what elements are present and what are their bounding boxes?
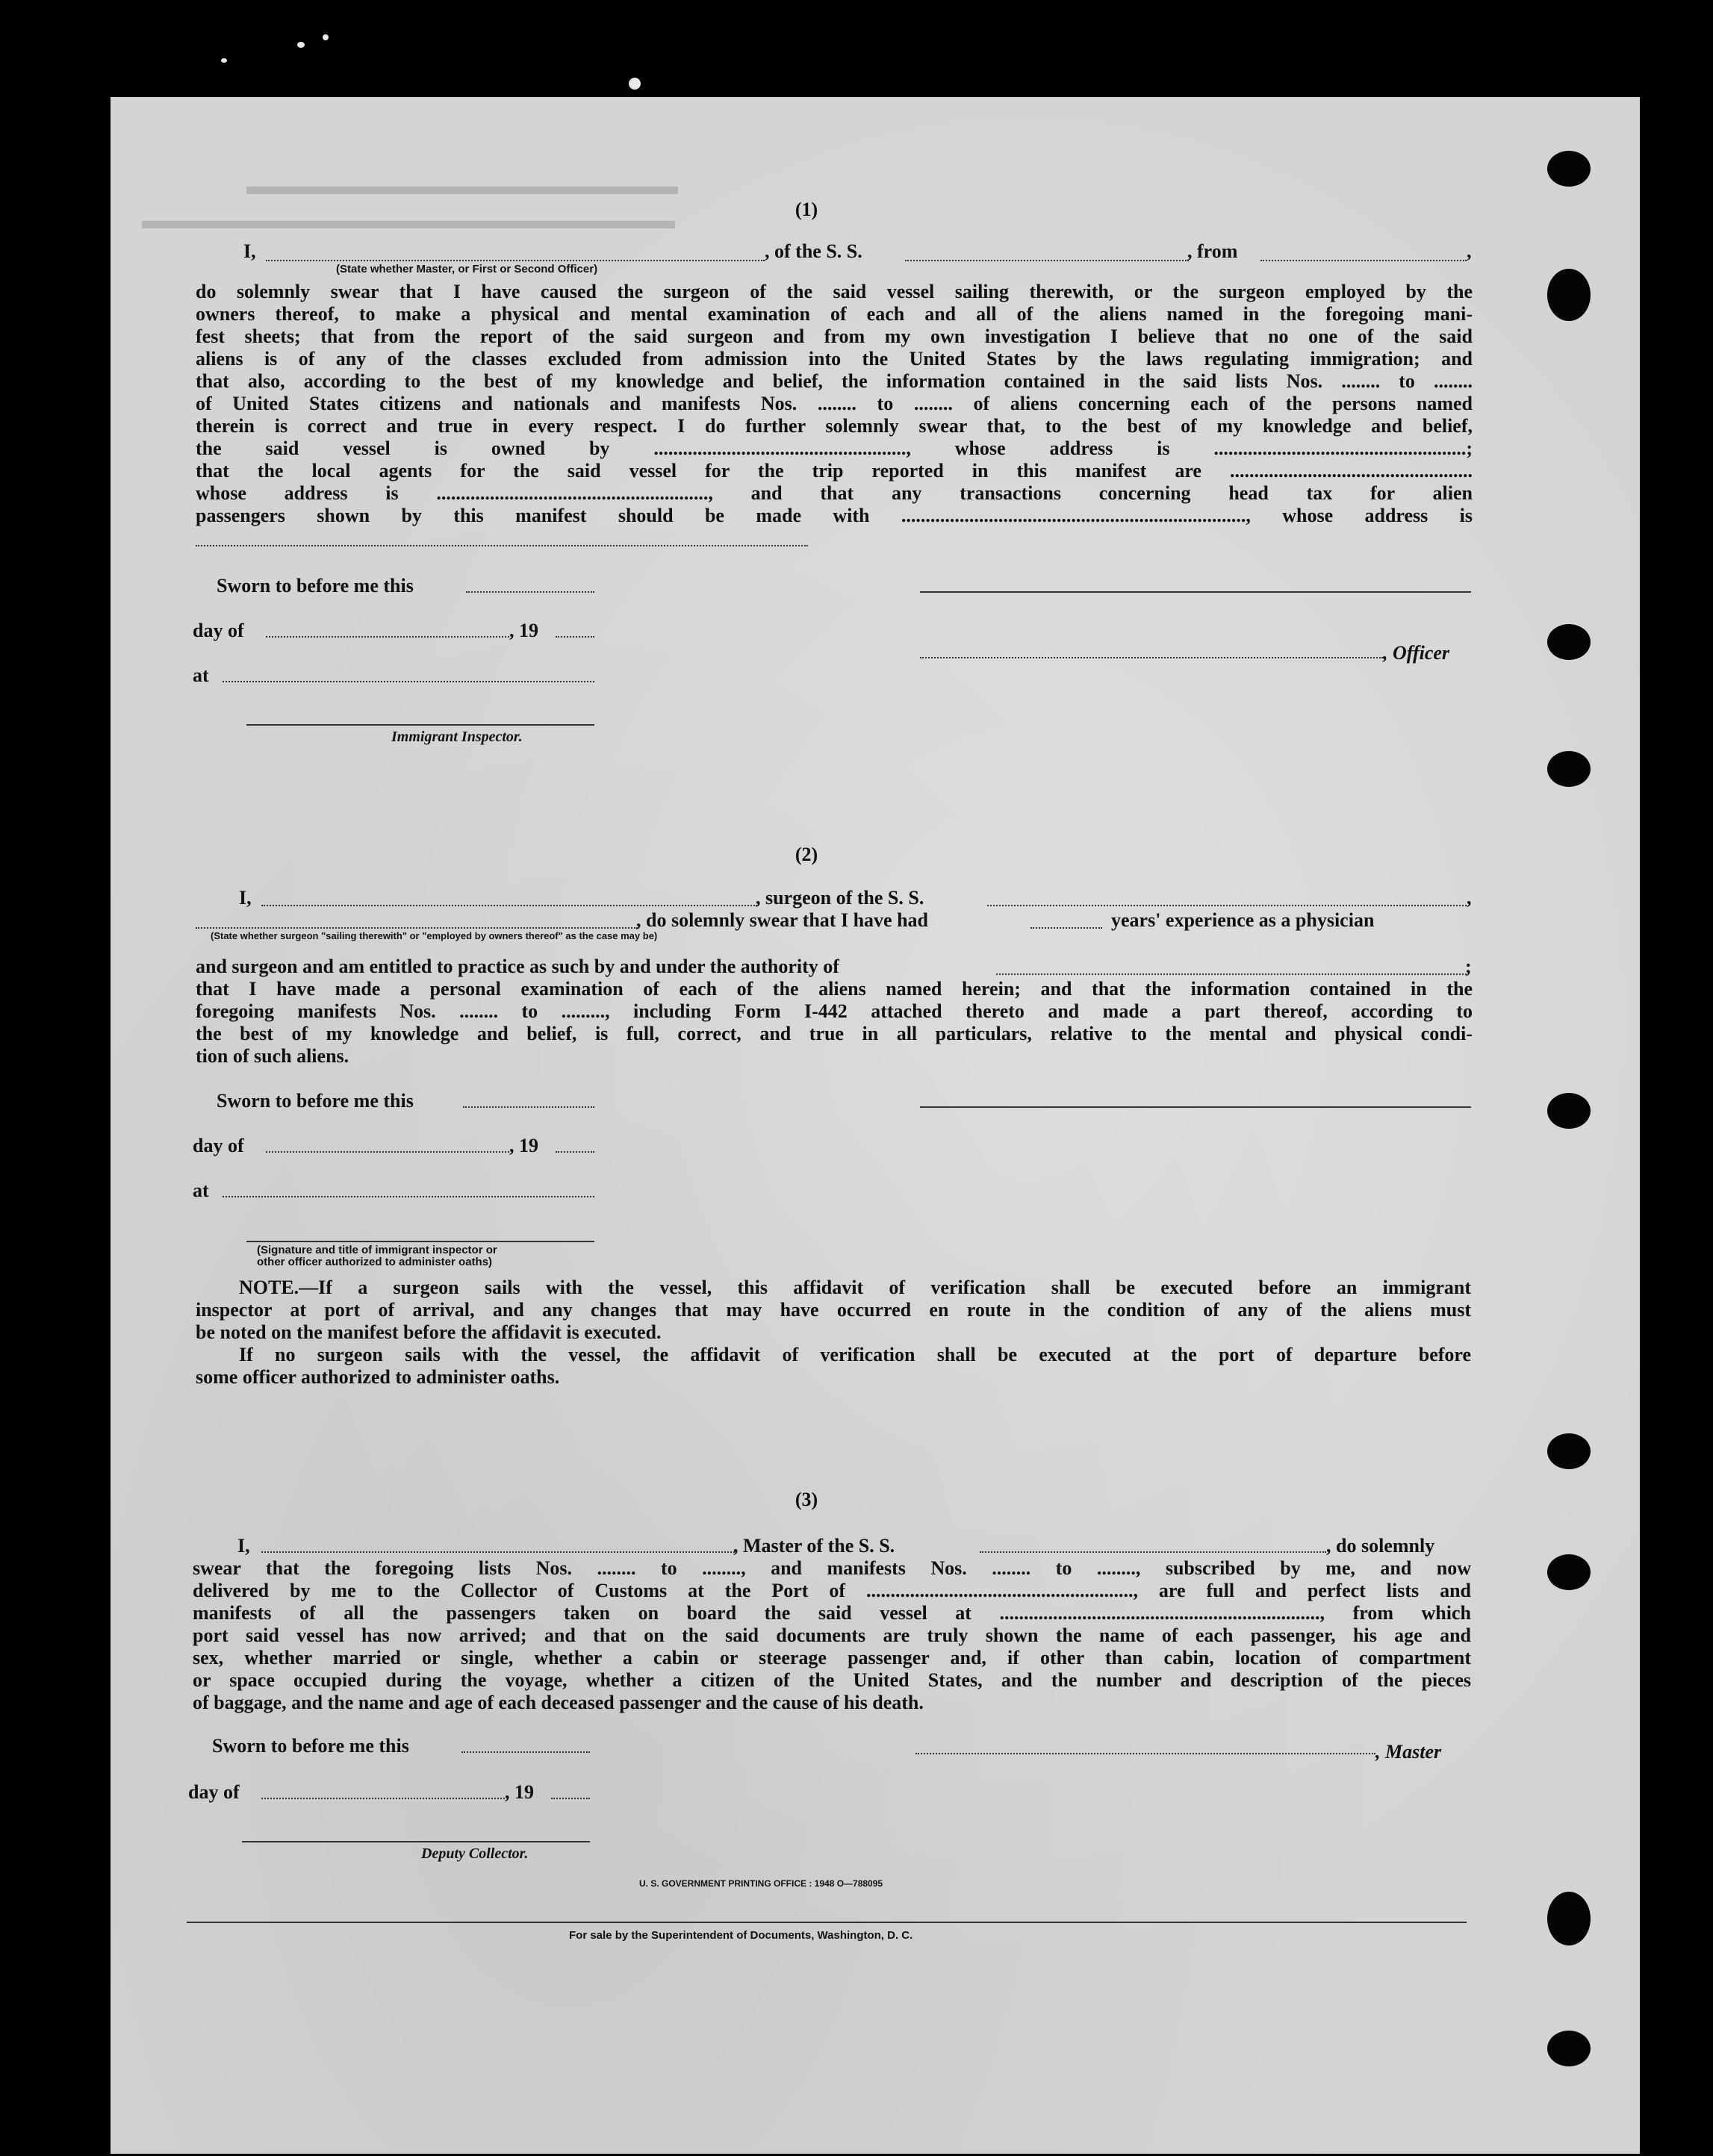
- blank-address-continued[interactable]: [196, 545, 808, 546]
- inspector-signature-line[interactable]: [246, 1241, 594, 1242]
- section-1-para-line: passengers shown by this manifest should be made with ......................................................................., whose address is: [196, 505, 1473, 526]
- section-1-para-line: aliens is of any of the classes excluded from admission into the United States by the laws regulating immigration; and: [196, 348, 1473, 370]
- at-label: at: [193, 1180, 209, 1201]
- bleed-through-mark: ▬▬▬▬▬▬▬▬▬▬▬▬▬▬▬▬▬: [246, 172, 678, 200]
- years-experience: years' experience as a physician: [1111, 909, 1375, 931]
- master-label: , Master: [1375, 1741, 1442, 1763]
- signature-hint-2: other officer authorized to administer oaths): [257, 1256, 493, 1268]
- gpo-imprint: U. S. GOVERNMENT PRINTING OFFICE : 1948 O—788095: [639, 1878, 883, 1889]
- section-1-para-line: owners thereof, to make a physical and mental examination of each and all of the aliens named in the foregoing mani-: [196, 303, 1473, 325]
- section-3-para-last: of baggage, and the name and age of each deceased passenger and the cause of his death.: [193, 1692, 924, 1713]
- blank-years-experience[interactable]: [1030, 927, 1102, 929]
- do-solemnly: , do solemnly: [1326, 1535, 1435, 1557]
- section-3-para-line: sex, whether married or single, whether a cabin or steerage passenger and, if other than cabin, location of compartment: [193, 1647, 1471, 1669]
- blank-from-port[interactable]: [1260, 260, 1467, 261]
- surgeon-status-hint: (State whether surgeon "sailing therewith" or "employed by owners thereof" as the case may be): [211, 930, 658, 941]
- sworn-label: Sworn to before me this: [212, 1735, 409, 1757]
- section-1-paragraph: [196, 281, 1473, 527]
- at-label: at: [193, 664, 209, 686]
- blank-year[interactable]: [556, 636, 594, 638]
- scan-speck: [629, 78, 641, 90]
- immigrant-inspector-label: Immigrant Inspector.: [391, 729, 523, 745]
- blank-day-of[interactable]: [261, 1798, 505, 1799]
- section-1-para-line: the said vessel is owned by ...................................................., whose address is ....................................................;: [196, 437, 1473, 459]
- surgeon-of-ss: , surgeon of the S. S.: [756, 887, 924, 909]
- officer-label: , Officer: [1383, 642, 1450, 664]
- section-1-para-line: fest sheets; that from the report of the said surgeon and from my own investigation I believe that no one of the said: [196, 325, 1473, 347]
- section-2-i: I,: [239, 887, 252, 909]
- section-2-para-line: that I have made a personal examination of each of the aliens named herein; and that the information contained in the: [196, 978, 1473, 1000]
- blank-surgeon-status[interactable]: [196, 927, 638, 929]
- note-2-line: If no surgeon sails with the vessel, the affidavit of verification shall be executed at the port of departure before: [239, 1344, 1471, 1365]
- note-2-last: some officer authorized to administer oaths.: [196, 1366, 560, 1388]
- section-3-number: (3): [795, 1489, 818, 1510]
- blank-day-of[interactable]: [266, 1151, 509, 1153]
- binder-hole-6: [1547, 1433, 1591, 1469]
- blank-surgeon-vessel[interactable]: [987, 905, 1467, 906]
- section-1-rank-hint: (State whether Master, or First or Second Officer): [336, 263, 598, 275]
- blank-day-of[interactable]: [266, 636, 509, 638]
- year-label: , 19: [505, 1781, 534, 1803]
- blank-sworn-date[interactable]: [466, 591, 594, 593]
- binder-hole-5: [1547, 1093, 1591, 1129]
- authority-line: and surgeon and am entitled to practice as such by and under the authority of: [196, 956, 839, 977]
- section-3-para-line: swear that the foregoing lists Nos. ........ to ........, and manifests Nos. ........ to ........, subscribed by me, and now: [193, 1557, 1471, 1579]
- blank-year[interactable]: [551, 1798, 590, 1799]
- officer-signature-line[interactable]: [920, 657, 1383, 658]
- blank-sworn-date[interactable]: [463, 1106, 594, 1108]
- section-3-para-line: port said vessel has now arrived; and that on the said documents are truly shown the name of each passenger, his age and: [193, 1624, 1471, 1646]
- year-label: , 19: [509, 1135, 538, 1156]
- semicolon: ;: [1465, 956, 1472, 977]
- section-1-i: I,: [243, 240, 256, 262]
- note-line: NOTE.—If a surgeon sails with the vessel, this affidavit of verification shall be executed before an immigrant: [239, 1277, 1471, 1298]
- section-2-para-last: tion of such aliens.: [196, 1045, 349, 1067]
- section-3-i: I,: [237, 1535, 250, 1557]
- comma: ,: [1467, 887, 1472, 909]
- section-1-para-line: that the local agents for the said vessel for the trip reported in this manifest are ..................................................: [196, 460, 1473, 482]
- day-of-label: day of: [188, 1781, 240, 1803]
- section-2-para-line: the best of my knowledge and belief, is full, correct, and true in all particulars, relative to the mental and physical condi-: [196, 1023, 1473, 1044]
- blank-at-place[interactable]: [223, 681, 594, 682]
- section-1-para-line: that also, according to the best of my knowledge and belief, the information contained in the said lists Nos. ........ to ........: [196, 370, 1473, 392]
- blank-vessel-name[interactable]: [905, 260, 1189, 261]
- blank-master-vessel[interactable]: [980, 1551, 1326, 1553]
- day-of-label: day of: [193, 620, 244, 641]
- surgeon-swear: , do solemnly swear that I have had: [636, 909, 929, 931]
- collector-signature-line[interactable]: [242, 1841, 590, 1842]
- section-1-from: , from: [1187, 240, 1238, 262]
- note-paragraph: [196, 1277, 1471, 1389]
- section-1-of-ss: , of the S. S.: [765, 240, 862, 262]
- signature-hint-1: (Signature and title of immigrant inspector or: [257, 1244, 497, 1256]
- footer-rule: [187, 1922, 1467, 1923]
- section-1-number: (1): [795, 199, 818, 220]
- binder-hole-8: [1547, 1892, 1591, 1945]
- section-3-para-line: or space occupied during the voyage, whether a citizen of the United States, and the number and description of the pieces: [193, 1669, 1471, 1691]
- binder-hole-3: [1547, 624, 1591, 660]
- section-1-para-line: of United States citizens and nationals and manifests Nos. ........ to ........ of aliens concerning each of the persons named: [196, 393, 1473, 414]
- binder-hole-4: [1547, 751, 1591, 787]
- blank-master-name[interactable]: [261, 1551, 735, 1553]
- master-signature-line[interactable]: [915, 1753, 1375, 1754]
- blank-surgeon-name[interactable]: [261, 905, 757, 906]
- section-2-number: (2): [795, 844, 818, 865]
- blank-officer-rank[interactable]: [266, 260, 765, 261]
- master-of-ss: , Master of the S. S.: [733, 1535, 895, 1557]
- section-1-para-line: do solemnly swear that I have caused the surgeon of the said vessel sailing therewith, or the surgeon employed by the: [196, 281, 1473, 302]
- sworn-label: Sworn to before me this: [217, 575, 414, 596]
- day-of-label: day of: [193, 1135, 244, 1156]
- scan-speck: [297, 42, 305, 48]
- sale-notice: For sale by the Superintendent of Documents, Washington, D. C.: [569, 1929, 913, 1942]
- bleed-through-mark: ▬▬▬▬▬▬▬▬▬▬▬▬▬▬▬▬▬▬▬▬▬: [142, 206, 675, 234]
- section-1-para-line: therein is correct and true in every respect. I do further solemnly swear that, to the best of my knowledge and belief,: [196, 415, 1473, 437]
- binder-hole-7: [1547, 1554, 1591, 1590]
- section-2-paragraph: [196, 978, 1473, 1068]
- blank-year[interactable]: [556, 1151, 594, 1153]
- binder-hole-2: [1547, 269, 1591, 321]
- section-3-para-line: delivered by me to the Collector of Customs at the Port of ......................................................., are full and perfect lists and: [193, 1580, 1471, 1601]
- section-3-paragraph: [193, 1557, 1471, 1714]
- scan-speck: [221, 58, 227, 63]
- officer-signature-line-top[interactable]: [920, 591, 1471, 593]
- deputy-collector-label: Deputy Collector.: [421, 1845, 529, 1862]
- binder-hole-9: [1547, 2031, 1591, 2066]
- note-last: be noted on the manifest before the affidavit is executed.: [196, 1321, 662, 1343]
- year-label: , 19: [509, 620, 538, 641]
- section-3-para-line: manifests of all the passengers taken on board the said vessel at .................................................................., from which: [193, 1602, 1471, 1624]
- surgeon-signature-line[interactable]: [920, 1106, 1471, 1108]
- note-line: inspector at port of arrival, and any changes that may have occurred en route in the condition of any of the aliens must: [196, 1299, 1471, 1321]
- comma: ,: [1467, 240, 1472, 262]
- blank-at-place[interactable]: [223, 1196, 594, 1197]
- blank-sworn-date[interactable]: [461, 1751, 590, 1753]
- blank-authority[interactable]: [996, 973, 1467, 975]
- scan-speck: [323, 34, 329, 40]
- section-1-para-line: whose address is ........................................................, and that any transactions concerning head tax for alien: [196, 482, 1473, 504]
- section-2-para-line: foregoing manifests Nos. ........ to ........., including Form I-442 attached thereto and made a part thereof, according to: [196, 1000, 1473, 1022]
- binder-hole-1: [1547, 151, 1591, 187]
- sworn-label: Sworn to before me this: [217, 1090, 414, 1112]
